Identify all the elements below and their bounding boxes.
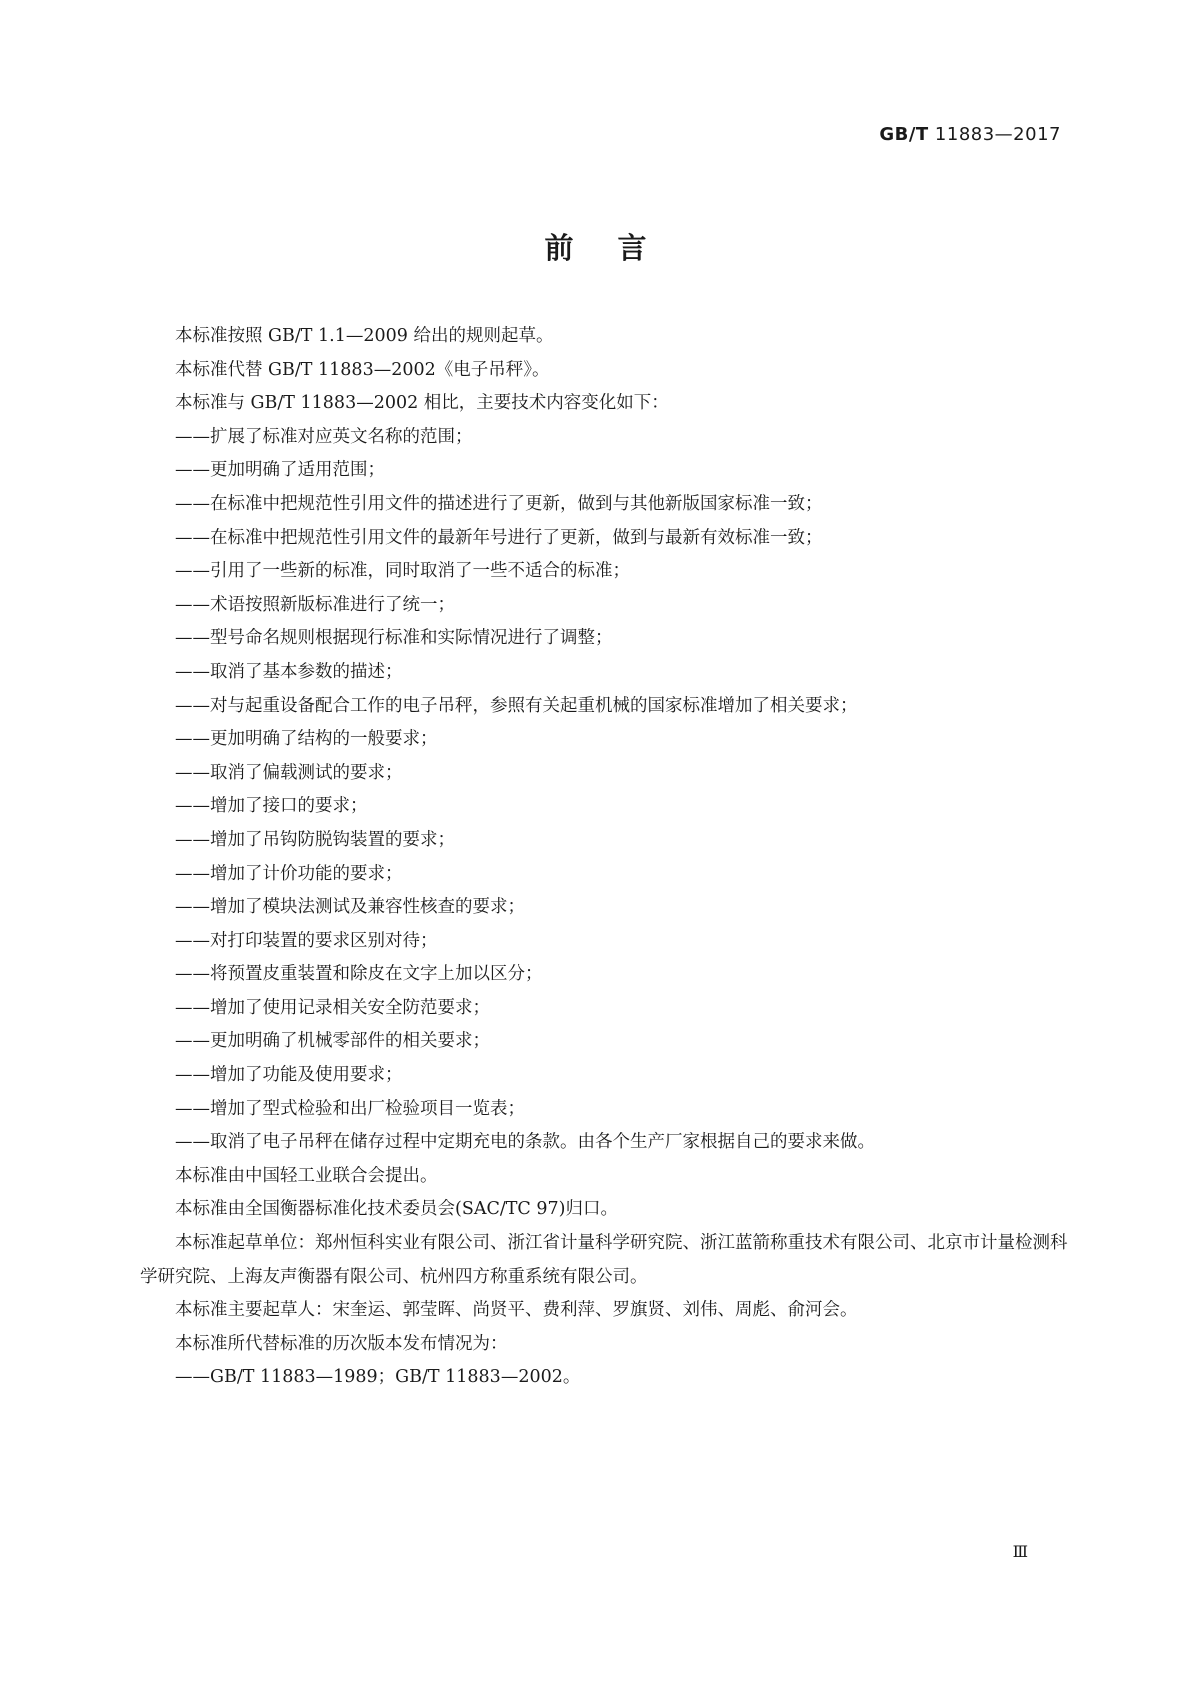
- list-item: ——在标准中把规范性引用文件的最新年号进行了更新，做到与最新有效标准一致；: [175, 527, 823, 548]
- list-item: ——增加了模块法测试及兼容性核查的要求；: [175, 897, 525, 918]
- list-item: ——更加明确了机械零部件的相关要求；: [175, 1031, 490, 1052]
- list-item: ——在标准中把规范性引用文件的描述进行了更新，做到与其他新版国家标准一致；: [175, 493, 823, 514]
- page-title: 前言: [544, 231, 691, 265]
- list-item: ——引用了一些新的标准，同时取消了一些不适合的标准；: [175, 561, 630, 582]
- list-item: ——术语按照新版标准进行了统一；: [175, 594, 455, 615]
- list-item: ——增加了使用记录相关安全防范要求；: [175, 997, 490, 1018]
- list-item: ——对打印装置的要求区别对待；: [175, 930, 438, 951]
- paragraph: 本标准起草单位：郑州恒科实业有限公司、浙江省计量科学研究院、浙江蓝箭称重技术有限公司、北京市计量检测科学研究院、上海友声衡器有限公司、杭州四方称重系统有限公司。: [140, 1233, 1068, 1287]
- list-item: ——增加了吊钩防脱钩装置的要求；: [175, 829, 455, 850]
- list-item: ——GB/T 11883—1989；GB/T 11883—2002。: [175, 1367, 581, 1388]
- list-item: ——增加了接口的要求；: [175, 796, 368, 817]
- standard-number: 11883—2017: [934, 124, 1061, 145]
- list-item: ——更加明确了适用范围；: [175, 460, 385, 481]
- standard-prefix: GB/T: [879, 124, 929, 145]
- foreword-body: [140, 320, 1070, 1395]
- paragraph: 本标准与 GB/T 11883—2002 相比，主要技术内容变化如下：: [175, 393, 669, 414]
- paragraph: 本标准由全国衡器标准化技术委员会(SAC/TC 97)归口。: [175, 1199, 618, 1220]
- paragraph: 本标准主要起草人：宋奎运、郭莹晖、尚贤平、费利萍、罗旗贤、刘伟、周彪、俞河会。: [175, 1300, 858, 1321]
- page-number: Ⅲ: [1012, 1542, 1028, 1561]
- paragraph: 本标准按照 GB/T 1.1—2009 给出的规则起草。: [175, 326, 554, 346]
- list-item: ——更加明确了结构的一般要求；: [175, 729, 438, 750]
- list-item: ——增加了计价功能的要求；: [175, 863, 403, 884]
- list-item: ——增加了功能及使用要求；: [175, 1065, 403, 1086]
- list-item: ——取消了偏载测试的要求；: [175, 762, 403, 783]
- standard-code: [879, 124, 1061, 145]
- list-item: ——取消了基本参数的描述；: [175, 661, 403, 682]
- list-item: ——将预置皮重装置和除皮在文字上加以区分；: [175, 964, 543, 985]
- list-item: ——扩展了标准对应英文名称的范围；: [175, 426, 473, 447]
- paragraph: 本标准所代替标准的历次版本发布情况为：: [175, 1333, 508, 1354]
- paragraph: 本标准代替 GB/T 11883—2002《电子吊秤》。: [175, 359, 550, 380]
- list-item: ——对与起重设备配合工作的电子吊秤，参照有关起重机械的国家标准增加了相关要求；: [175, 695, 858, 716]
- list-item: ——型号命名规则根据现行标准和实际情况进行了调整；: [175, 628, 613, 649]
- paragraph: 本标准由中国轻工业联合会提出。: [175, 1165, 438, 1186]
- list-item: ——增加了型式检验和出厂检验项目一览表；: [175, 1098, 525, 1119]
- list-item: ——取消了电子吊秤在储存过程中定期充电的条款。由各个生产厂家根据自己的要求来做。: [175, 1132, 875, 1153]
